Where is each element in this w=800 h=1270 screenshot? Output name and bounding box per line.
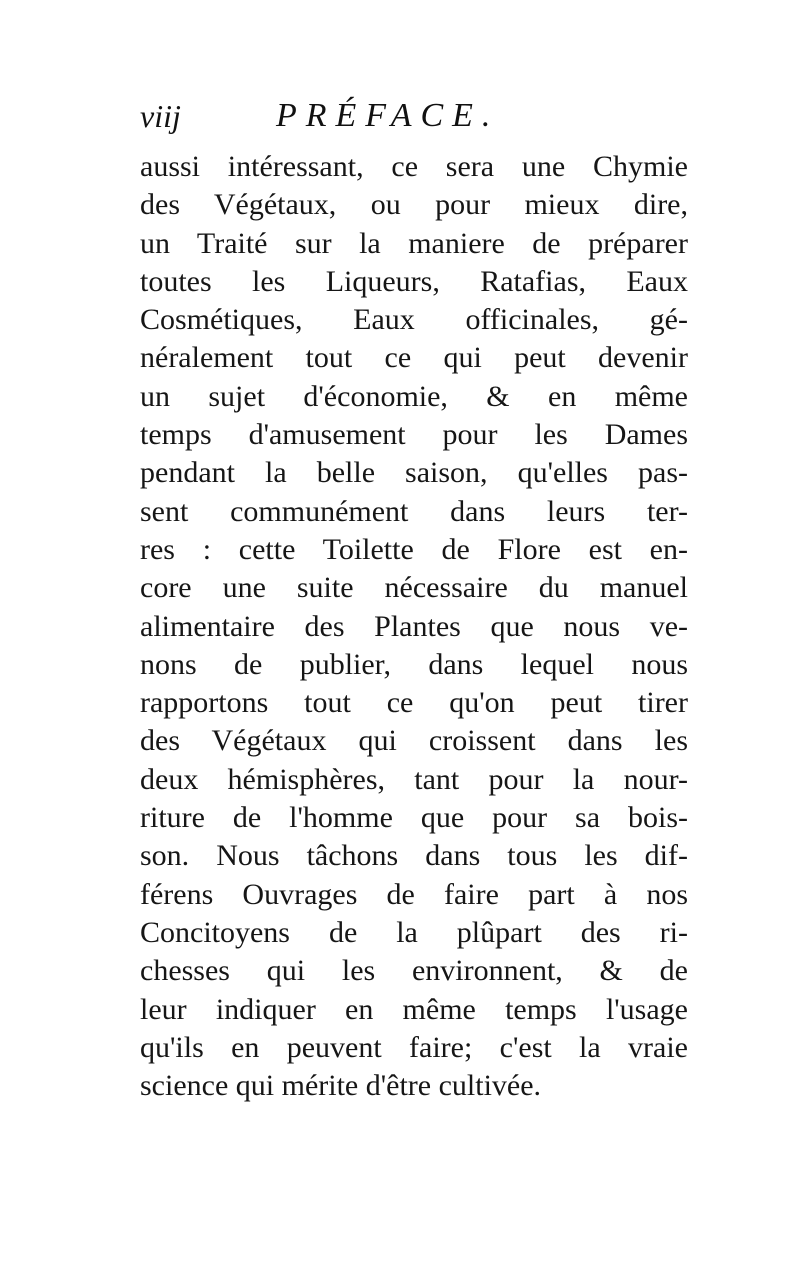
text-line: core une suite nécessaire du manuel — [140, 571, 688, 605]
running-head: PRÉFACE. — [276, 97, 500, 134]
page-header — [140, 92, 700, 144]
page-number: viij — [140, 98, 181, 134]
text-line: toutes les Liqueurs, Ratafias, Eaux — [140, 264, 688, 298]
text-line: nons de publier, dans lequel nous — [140, 647, 688, 681]
body-text — [140, 148, 688, 1105]
text-line: sent communément dans leurs ter- — [140, 494, 688, 528]
text-line: temps d'amusement pour les Dames — [140, 418, 688, 452]
text-line: un sujet d'économie, & en même — [140, 379, 688, 413]
text-line: chesses qui les environnent, & de — [140, 954, 688, 988]
text-line: riture de l'homme que pour sa bois- — [140, 801, 688, 835]
text-line: un Traité sur la maniere de préparer — [140, 226, 688, 260]
text-line: des Végétaux, ou pour mieux dire, — [140, 188, 688, 222]
text-line: science qui mérite d'être cultivée. — [140, 1069, 542, 1103]
text-line: néralement tout ce qui peut devenir — [140, 341, 688, 375]
text-line: res : cette Toilette de Flore est en- — [140, 532, 688, 566]
text-line: rapportons tout ce qu'on peut tirer — [140, 686, 688, 720]
text-line: qu'ils en peuvent faire; c'est la vraie — [140, 1030, 688, 1064]
text-line: des Végétaux qui croissent dans les — [140, 724, 688, 758]
text-line: deux hémisphères, tant pour la nour- — [140, 762, 688, 796]
text-line: son. Nous tâchons dans tous les dif- — [140, 839, 688, 873]
text-line: aussi intéressant, ce sera une Chymie — [140, 150, 688, 183]
text-line: pendant la belle saison, qu'elles pas- — [140, 456, 688, 490]
text-line: Concitoyens de la plûpart des ri- — [140, 915, 688, 949]
text-line: férens Ouvrages de faire part à nos — [140, 877, 688, 911]
text-line: alimentaire des Plantes que nous ve- — [140, 609, 688, 643]
text-line: leur indiquer en même temps l'usage — [140, 992, 688, 1026]
text-line: Cosmétiques, Eaux officinales, gé- — [140, 303, 688, 337]
